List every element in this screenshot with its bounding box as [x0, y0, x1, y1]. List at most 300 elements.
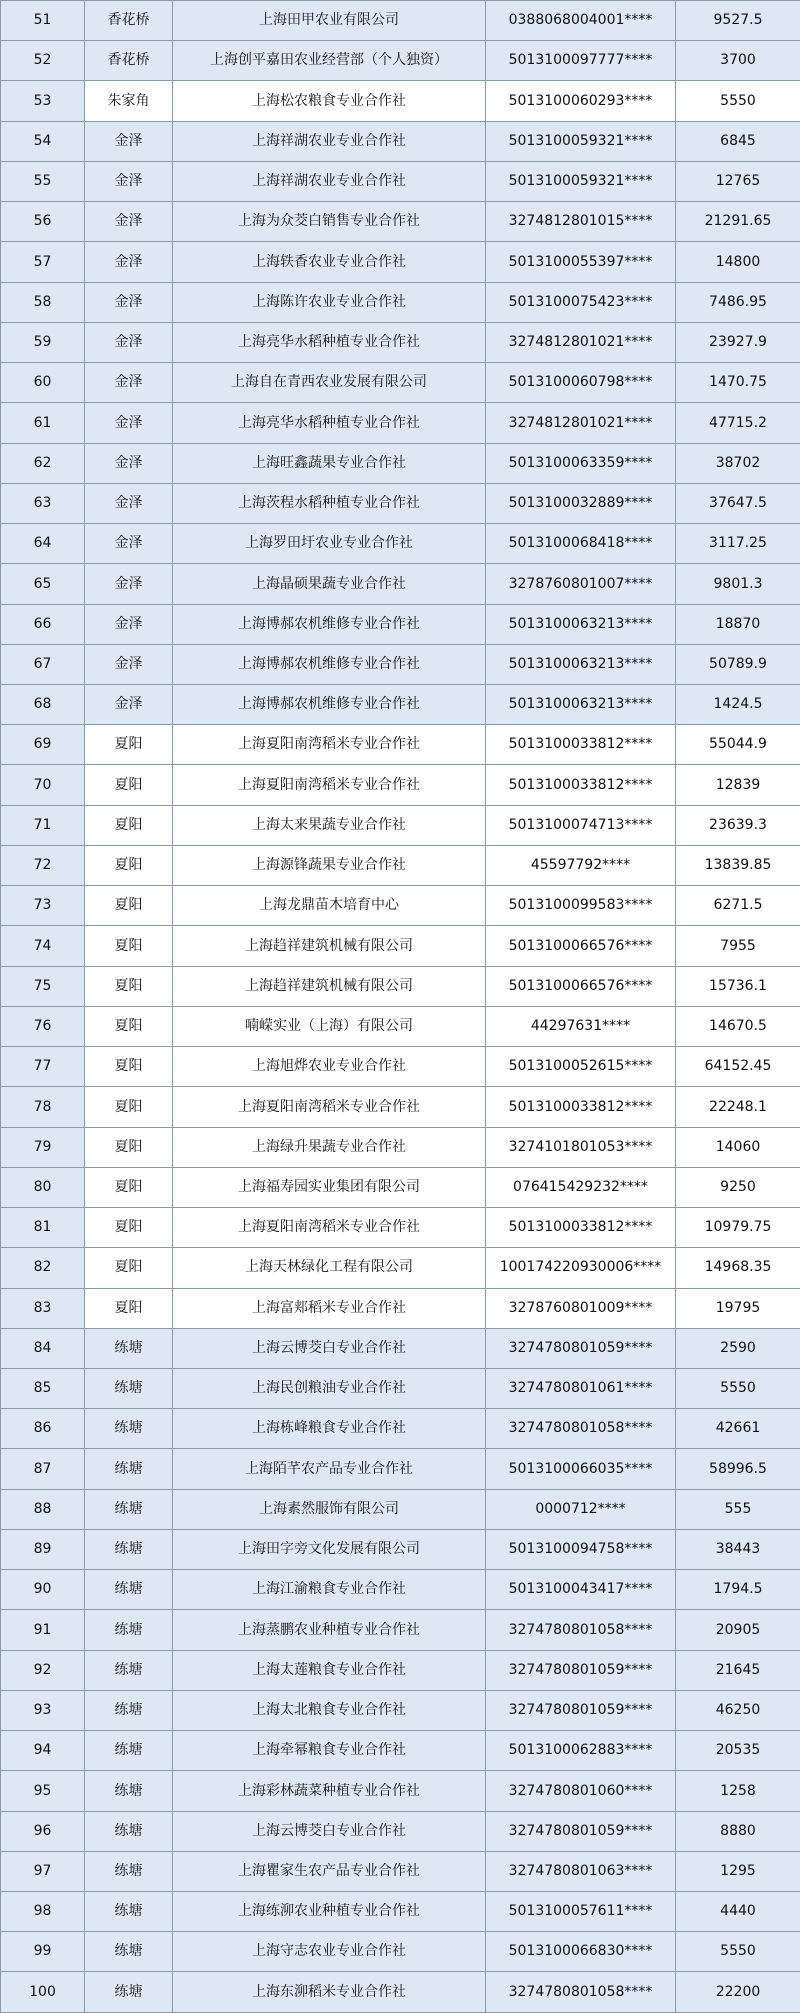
table-row [1, 966, 800, 1006]
table-row [1, 282, 800, 322]
name-cell: 上海轶香农业专业合作社 [173, 242, 486, 282]
name-cell: 上海旭烨农业专业合作社 [173, 1047, 486, 1087]
town-cell: 金泽 [85, 322, 173, 362]
town-cell: 练塘 [85, 1328, 173, 1368]
row-number: 65 [1, 564, 85, 604]
amount-cell: 21645 [676, 1650, 800, 1690]
table-row [1, 1529, 800, 1569]
account-cell: 5013100094758**** [486, 1529, 676, 1569]
town-cell: 练塘 [85, 1409, 173, 1449]
name-cell: 上海牵幂粮食专业合作社 [173, 1731, 486, 1771]
table-row [1, 845, 800, 885]
name-cell: 上海自在青西农业发展有限公司 [173, 363, 486, 403]
table-body [1, 1, 800, 2013]
row-number: 97 [1, 1851, 85, 1891]
amount-cell: 55044.9 [676, 725, 800, 765]
amount-cell: 18870 [676, 604, 800, 644]
table-row [1, 1771, 800, 1811]
name-cell: 上海江渝粮食专业合作社 [173, 1570, 486, 1610]
table-row [1, 1208, 800, 1248]
table-row [1, 926, 800, 966]
town-cell: 金泽 [85, 443, 173, 483]
name-cell: 上海为众茭白销售专业合作社 [173, 202, 486, 242]
town-cell: 夏阳 [85, 1288, 173, 1328]
row-number: 57 [1, 242, 85, 282]
account-cell: 5013100066576**** [486, 966, 676, 1006]
town-cell: 夏阳 [85, 1127, 173, 1167]
amount-cell: 50789.9 [676, 644, 800, 684]
account-cell: 5013100063359**** [486, 443, 676, 483]
table-row [1, 1, 800, 41]
table-row [1, 1932, 800, 1972]
amount-cell: 64152.45 [676, 1047, 800, 1087]
table-row [1, 121, 800, 161]
name-cell: 上海旺鑫蔬果专业合作社 [173, 443, 486, 483]
account-cell: 5013100074713**** [486, 805, 676, 845]
name-cell: 上海祥湖农业专业合作社 [173, 121, 486, 161]
town-cell: 金泽 [85, 684, 173, 724]
row-number: 51 [1, 1, 85, 41]
account-cell: 5013100057611**** [486, 1892, 676, 1932]
name-cell: 上海松农粮食专业合作社 [173, 81, 486, 121]
town-cell: 金泽 [85, 604, 173, 644]
account-cell: 3274780801059**** [486, 1650, 676, 1690]
town-cell: 夏阳 [85, 1167, 173, 1207]
table-row [1, 403, 800, 443]
name-cell: 上海云博茭白专业合作社 [173, 1811, 486, 1851]
name-cell: 上海龙鼎苗木培育中心 [173, 886, 486, 926]
town-cell: 练塘 [85, 1489, 173, 1529]
amount-cell: 13839.85 [676, 845, 800, 885]
row-number: 94 [1, 1731, 85, 1771]
town-cell: 练塘 [85, 1892, 173, 1932]
account-cell: 5013100033812**** [486, 1087, 676, 1127]
account-cell: 3274780801058**** [486, 1972, 676, 2012]
town-cell: 练塘 [85, 1811, 173, 1851]
row-number: 78 [1, 1087, 85, 1127]
table-row [1, 604, 800, 644]
table-row [1, 242, 800, 282]
town-cell: 夏阳 [85, 886, 173, 926]
town-cell: 夏阳 [85, 966, 173, 1006]
town-cell: 金泽 [85, 564, 173, 604]
town-cell: 练塘 [85, 1529, 173, 1569]
account-cell: 5013100059321**** [486, 161, 676, 201]
amount-cell: 22200 [676, 1972, 800, 2012]
table-row [1, 1368, 800, 1408]
account-cell: 3274780801059**** [486, 1328, 676, 1368]
table-row [1, 1409, 800, 1449]
town-cell: 金泽 [85, 282, 173, 322]
amount-cell: 58996.5 [676, 1449, 800, 1489]
row-number: 99 [1, 1932, 85, 1972]
name-cell: 上海亮华水稻种植专业合作社 [173, 403, 486, 443]
account-cell: 5013100099583**** [486, 886, 676, 926]
amount-cell: 1470.75 [676, 363, 800, 403]
name-cell: 上海源锋蔬果专业合作社 [173, 845, 486, 885]
amount-cell: 14670.5 [676, 1006, 800, 1046]
town-cell: 香花桥 [85, 41, 173, 81]
town-cell: 金泽 [85, 242, 173, 282]
account-cell: 5013100052615**** [486, 1047, 676, 1087]
amount-cell: 9801.3 [676, 564, 800, 604]
table-row [1, 41, 800, 81]
name-cell: 上海绿升果蔬专业合作社 [173, 1127, 486, 1167]
town-cell: 金泽 [85, 121, 173, 161]
row-number: 66 [1, 604, 85, 644]
table-row [1, 765, 800, 805]
row-number: 95 [1, 1771, 85, 1811]
account-cell: 5013100060798**** [486, 363, 676, 403]
account-cell: 3274780801058**** [486, 1409, 676, 1449]
account-cell: 5013100055397**** [486, 242, 676, 282]
table-row [1, 1972, 800, 2012]
account-cell: 5013100068418**** [486, 524, 676, 564]
row-number: 91 [1, 1610, 85, 1650]
account-cell: 3274780801059**** [486, 1690, 676, 1730]
town-cell: 练塘 [85, 1449, 173, 1489]
town-cell: 夏阳 [85, 1208, 173, 1248]
amount-cell: 555 [676, 1489, 800, 1529]
amount-cell: 3117.25 [676, 524, 800, 564]
name-cell: 上海素然服饰有限公司 [173, 1489, 486, 1529]
account-cell: 5013100060293**** [486, 81, 676, 121]
amount-cell: 8880 [676, 1811, 800, 1851]
name-cell: 上海东泖稻米专业合作社 [173, 1972, 486, 2012]
row-number: 52 [1, 41, 85, 81]
name-cell: 上海福寿园实业集团有限公司 [173, 1167, 486, 1207]
amount-cell: 20905 [676, 1610, 800, 1650]
table-row [1, 564, 800, 604]
amount-cell: 1424.5 [676, 684, 800, 724]
name-cell: 上海夏阳南湾稻米专业合作社 [173, 725, 486, 765]
amount-cell: 23927.9 [676, 322, 800, 362]
row-number: 75 [1, 966, 85, 1006]
name-cell: 上海博郝农机维修专业合作社 [173, 604, 486, 644]
name-cell: 上海创平嘉田农业经营部（个人独资） [173, 41, 486, 81]
table-row [1, 1127, 800, 1167]
amount-cell: 7955 [676, 926, 800, 966]
town-cell: 夏阳 [85, 805, 173, 845]
town-cell: 练塘 [85, 1610, 173, 1650]
row-number: 54 [1, 121, 85, 161]
name-cell: 上海陌芊农产品专业合作社 [173, 1449, 486, 1489]
row-number: 68 [1, 684, 85, 724]
account-cell: 5013100097777**** [486, 41, 676, 81]
row-number: 93 [1, 1690, 85, 1730]
town-cell: 练塘 [85, 1771, 173, 1811]
table-row [1, 1087, 800, 1127]
amount-cell: 20535 [676, 1731, 800, 1771]
town-cell: 夏阳 [85, 845, 173, 885]
row-number: 89 [1, 1529, 85, 1569]
name-cell: 上海栋峰粮食专业合作社 [173, 1409, 486, 1449]
table-row [1, 1892, 800, 1932]
amount-cell: 6271.5 [676, 886, 800, 926]
town-cell: 金泽 [85, 161, 173, 201]
account-cell: 100174220930006**** [486, 1248, 676, 1288]
name-cell: 上海趋祥建筑机械有限公司 [173, 966, 486, 1006]
amount-cell: 9250 [676, 1167, 800, 1207]
amount-cell: 5550 [676, 81, 800, 121]
table-row [1, 1449, 800, 1489]
row-number: 64 [1, 524, 85, 564]
row-number: 59 [1, 322, 85, 362]
amount-cell: 14968.35 [676, 1248, 800, 1288]
account-cell: 5013100043417**** [486, 1570, 676, 1610]
name-cell: 上海博郝农机维修专业合作社 [173, 684, 486, 724]
name-cell: 上海茨程水稻种植专业合作社 [173, 483, 486, 523]
table-row [1, 1288, 800, 1328]
table-row [1, 1650, 800, 1690]
account-cell: 5013100075423**** [486, 282, 676, 322]
amount-cell: 23639.3 [676, 805, 800, 845]
name-cell: 上海陈许农业专业合作社 [173, 282, 486, 322]
amount-cell: 3700 [676, 41, 800, 81]
account-cell: 5013100033812**** [486, 1208, 676, 1248]
name-cell: 上海富郏稻米专业合作社 [173, 1288, 486, 1328]
table-row [1, 1248, 800, 1288]
table-row [1, 1047, 800, 1087]
row-number: 71 [1, 805, 85, 845]
town-cell: 朱家角 [85, 81, 173, 121]
name-cell: 上海夏阳南湾稻米专业合作社 [173, 1208, 486, 1248]
row-number: 96 [1, 1811, 85, 1851]
name-cell: 上海祥湖农业专业合作社 [173, 161, 486, 201]
name-cell: 上海练泖农业种植专业合作社 [173, 1892, 486, 1932]
amount-cell: 10979.75 [676, 1208, 800, 1248]
amount-cell: 14800 [676, 242, 800, 282]
town-cell: 夏阳 [85, 926, 173, 966]
town-cell: 练塘 [85, 1368, 173, 1408]
table-row [1, 1811, 800, 1851]
row-number: 73 [1, 886, 85, 926]
account-cell: 5013100059321**** [486, 121, 676, 161]
account-cell: 5013100066576**** [486, 926, 676, 966]
name-cell: 喃嵘实业（上海）有限公司 [173, 1006, 486, 1046]
table-row [1, 483, 800, 523]
town-cell: 金泽 [85, 483, 173, 523]
account-cell: 5013100063213**** [486, 644, 676, 684]
amount-cell: 5550 [676, 1368, 800, 1408]
name-cell: 上海太来果蔬专业合作社 [173, 805, 486, 845]
table-row [1, 524, 800, 564]
account-cell: 3274780801059**** [486, 1811, 676, 1851]
table-row [1, 1731, 800, 1771]
town-cell: 金泽 [85, 644, 173, 684]
account-cell: 0000712**** [486, 1489, 676, 1529]
account-cell: 3274812801015**** [486, 202, 676, 242]
table-row [1, 1690, 800, 1730]
row-number: 84 [1, 1328, 85, 1368]
name-cell: 上海田甲农业有限公司 [173, 1, 486, 41]
row-number: 82 [1, 1248, 85, 1288]
amount-cell: 47715.2 [676, 403, 800, 443]
name-cell: 上海亮华水稻种植专业合作社 [173, 322, 486, 362]
name-cell: 上海罗田圩农业专业合作社 [173, 524, 486, 564]
name-cell: 上海田字旁文化发展有限公司 [173, 1529, 486, 1569]
amount-cell: 1794.5 [676, 1570, 800, 1610]
town-cell: 练塘 [85, 1932, 173, 1972]
row-number: 86 [1, 1409, 85, 1449]
table-row [1, 805, 800, 845]
row-number: 90 [1, 1570, 85, 1610]
amount-cell: 9527.5 [676, 1, 800, 41]
table-row [1, 1006, 800, 1046]
amount-cell: 42661 [676, 1409, 800, 1449]
account-cell: 3274101801053**** [486, 1127, 676, 1167]
table-row [1, 202, 800, 242]
town-cell: 香花桥 [85, 1, 173, 41]
amount-cell: 38702 [676, 443, 800, 483]
account-cell: 0388068004001**** [486, 1, 676, 41]
name-cell: 上海太北粮食专业合作社 [173, 1690, 486, 1730]
town-cell: 夏阳 [85, 1087, 173, 1127]
row-number: 55 [1, 161, 85, 201]
account-cell: 5013100033812**** [486, 725, 676, 765]
amount-cell: 4440 [676, 1892, 800, 1932]
amount-cell: 37647.5 [676, 483, 800, 523]
town-cell: 金泽 [85, 363, 173, 403]
account-cell: 3278760801007**** [486, 564, 676, 604]
amount-cell: 15736.1 [676, 966, 800, 1006]
row-number: 80 [1, 1167, 85, 1207]
row-number: 53 [1, 81, 85, 121]
row-number: 70 [1, 765, 85, 805]
name-cell: 上海天林绿化工程有限公司 [173, 1248, 486, 1288]
town-cell: 金泽 [85, 403, 173, 443]
town-cell: 夏阳 [85, 1006, 173, 1046]
row-number: 72 [1, 845, 85, 885]
name-cell: 上海彩林蔬菜种植专业合作社 [173, 1771, 486, 1811]
name-cell: 上海趋祥建筑机械有限公司 [173, 926, 486, 966]
name-cell: 上海民创粮油专业合作社 [173, 1368, 486, 1408]
row-number: 79 [1, 1127, 85, 1167]
name-cell: 上海瞿家生农产品专业合作社 [173, 1851, 486, 1891]
account-cell: 45597792**** [486, 845, 676, 885]
town-cell: 夏阳 [85, 765, 173, 805]
table-row [1, 81, 800, 121]
amount-cell: 1258 [676, 1771, 800, 1811]
table-row [1, 161, 800, 201]
name-cell: 上海蒸鹏农业种植专业合作社 [173, 1610, 486, 1650]
name-cell: 上海夏阳南湾稻米专业合作社 [173, 765, 486, 805]
account-cell: 3274780801060**** [486, 1771, 676, 1811]
town-cell: 金泽 [85, 524, 173, 564]
table-row [1, 684, 800, 724]
name-cell: 上海晶硕果蔬专业合作社 [173, 564, 486, 604]
account-cell: 5013100033812**** [486, 765, 676, 805]
table-row [1, 725, 800, 765]
row-number: 62 [1, 443, 85, 483]
account-cell: 3274780801061**** [486, 1368, 676, 1408]
amount-cell: 7486.95 [676, 282, 800, 322]
account-cell: 5013100032889**** [486, 483, 676, 523]
town-cell: 夏阳 [85, 1047, 173, 1087]
row-number: 88 [1, 1489, 85, 1529]
row-number: 100 [1, 1972, 85, 2012]
amount-cell: 21291.65 [676, 202, 800, 242]
name-cell: 上海博郝农机维修专业合作社 [173, 644, 486, 684]
table-row [1, 644, 800, 684]
row-number: 92 [1, 1650, 85, 1690]
row-number: 81 [1, 1208, 85, 1248]
row-number: 76 [1, 1006, 85, 1046]
amount-cell: 46250 [676, 1690, 800, 1730]
name-cell: 上海守志农业专业合作社 [173, 1932, 486, 1972]
name-cell: 上海夏阳南湾稻米专业合作社 [173, 1087, 486, 1127]
amount-cell: 5550 [676, 1932, 800, 1972]
row-number: 69 [1, 725, 85, 765]
account-cell: 5013100062883**** [486, 1731, 676, 1771]
row-number: 60 [1, 363, 85, 403]
town-cell: 金泽 [85, 202, 173, 242]
account-cell: 3274780801063**** [486, 1851, 676, 1891]
amount-cell: 38443 [676, 1529, 800, 1569]
row-number: 98 [1, 1892, 85, 1932]
table-row [1, 1570, 800, 1610]
amount-cell: 12839 [676, 765, 800, 805]
amount-cell: 22248.1 [676, 1087, 800, 1127]
account-cell: 44297631**** [486, 1006, 676, 1046]
amount-cell: 19795 [676, 1288, 800, 1328]
row-number: 85 [1, 1368, 85, 1408]
account-cell: 5013100066035**** [486, 1449, 676, 1489]
row-number: 83 [1, 1288, 85, 1328]
table-row [1, 322, 800, 362]
row-number: 63 [1, 483, 85, 523]
row-number: 67 [1, 644, 85, 684]
town-cell: 练塘 [85, 1570, 173, 1610]
name-cell: 上海云博茭白专业合作社 [173, 1328, 486, 1368]
table-row [1, 363, 800, 403]
row-number: 56 [1, 202, 85, 242]
table-row [1, 1489, 800, 1529]
town-cell: 练塘 [85, 1851, 173, 1891]
table-row [1, 443, 800, 483]
name-cell: 上海太莲粮食专业合作社 [173, 1650, 486, 1690]
amount-cell: 1295 [676, 1851, 800, 1891]
account-cell: 5013100066830**** [486, 1932, 676, 1972]
row-number: 87 [1, 1449, 85, 1489]
table-row [1, 886, 800, 926]
town-cell: 练塘 [85, 1731, 173, 1771]
amount-cell: 6845 [676, 121, 800, 161]
town-cell: 练塘 [85, 1972, 173, 2012]
table-row [1, 1328, 800, 1368]
account-cell: 3274812801021**** [486, 322, 676, 362]
account-cell: 076415429232**** [486, 1167, 676, 1207]
account-cell: 3274780801058**** [486, 1610, 676, 1650]
amount-cell: 2590 [676, 1328, 800, 1368]
account-cell: 5013100063213**** [486, 604, 676, 644]
amount-cell: 14060 [676, 1127, 800, 1167]
table-row [1, 1610, 800, 1650]
table-row [1, 1167, 800, 1207]
account-cell: 5013100063213**** [486, 684, 676, 724]
row-number: 58 [1, 282, 85, 322]
town-cell: 夏阳 [85, 1248, 173, 1288]
row-number: 74 [1, 926, 85, 966]
amount-cell: 12765 [676, 161, 800, 201]
town-cell: 夏阳 [85, 725, 173, 765]
table-row [1, 1851, 800, 1891]
account-cell: 3278760801009**** [486, 1288, 676, 1328]
row-number: 61 [1, 403, 85, 443]
town-cell: 练塘 [85, 1650, 173, 1690]
account-cell: 3274812801021**** [486, 403, 676, 443]
town-cell: 练塘 [85, 1690, 173, 1730]
